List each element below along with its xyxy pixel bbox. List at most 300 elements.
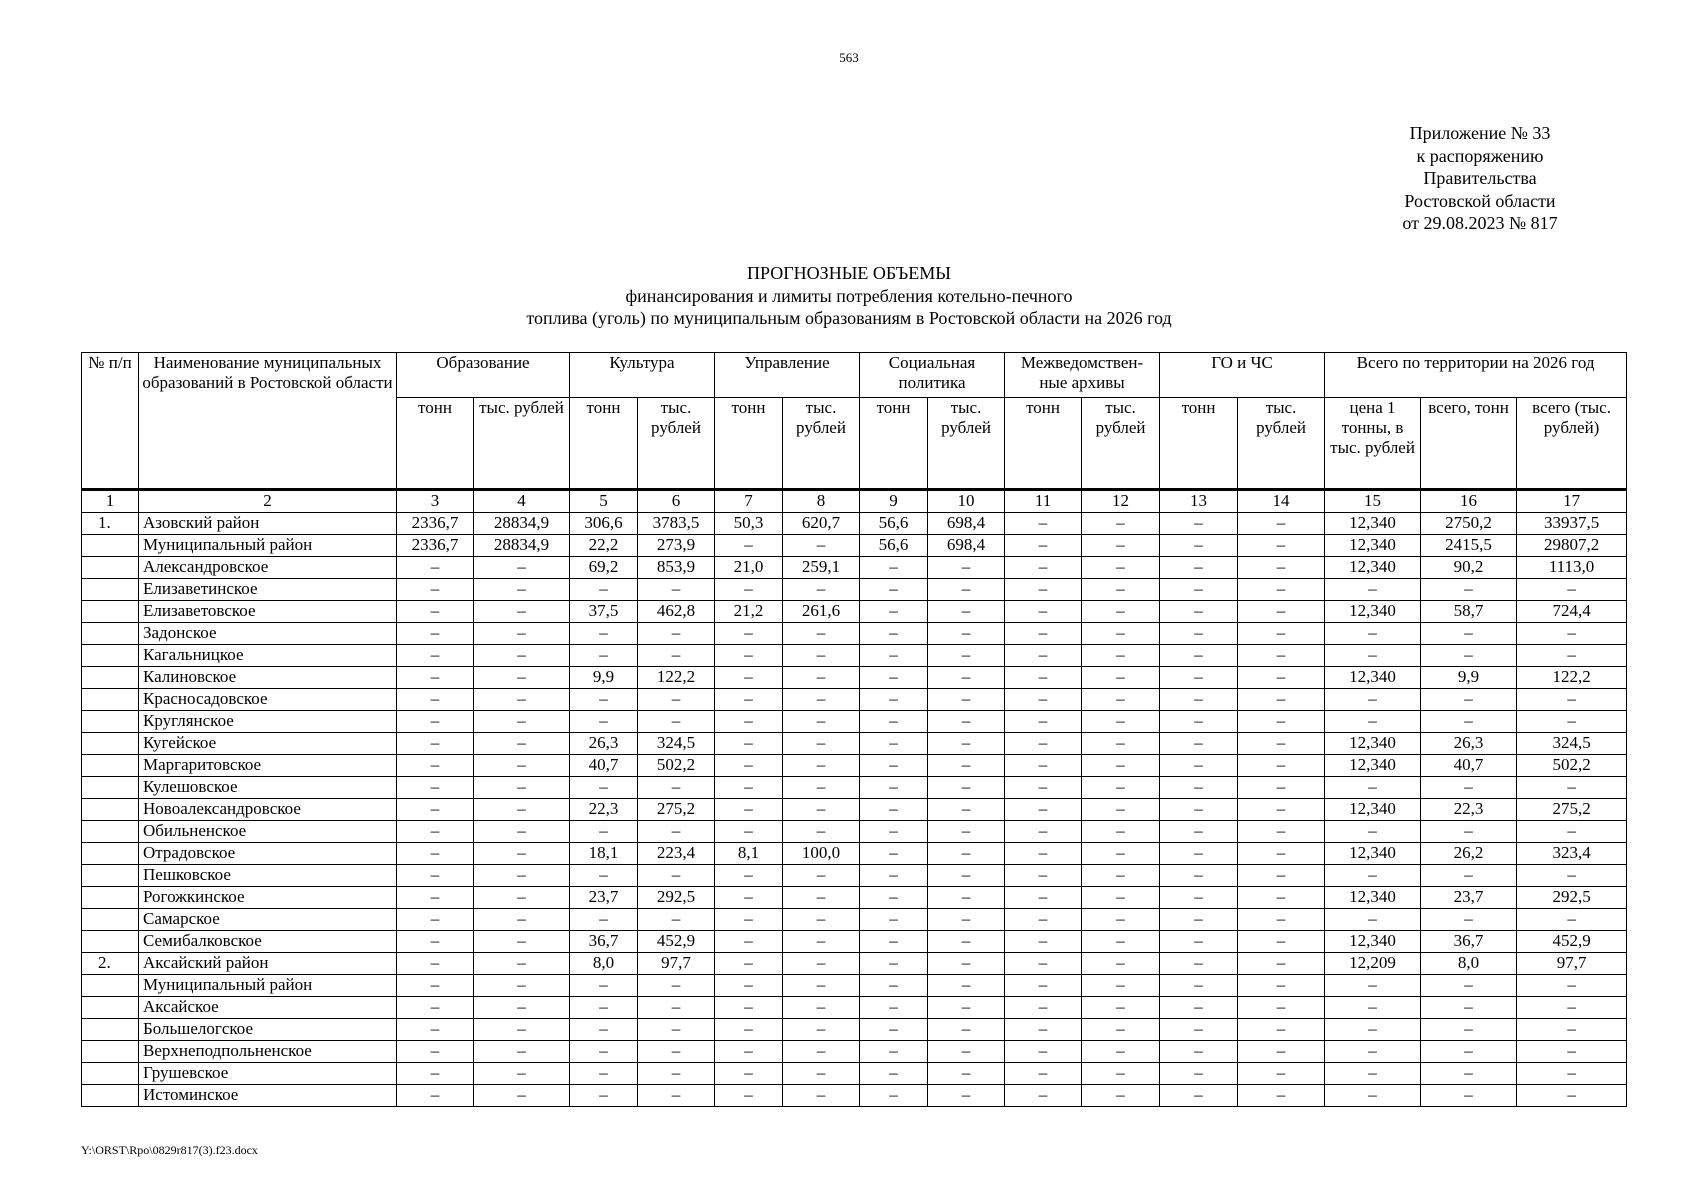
table-cell: –: [1517, 997, 1627, 1019]
table-cell: –: [1005, 975, 1082, 997]
table-cell: 26,3: [1421, 733, 1517, 755]
table-cell: 452,9: [638, 931, 715, 953]
table-cell: –: [1160, 997, 1238, 1019]
table-row: [82, 1041, 1627, 1063]
table-cell: –: [783, 733, 860, 755]
table-cell: 502,2: [1517, 755, 1627, 777]
table-cell: –: [1082, 623, 1160, 645]
table-cell: –: [1005, 997, 1082, 1019]
table-cell: –: [860, 1063, 928, 1085]
header-group: Образование: [397, 353, 570, 398]
table-cell: –: [1005, 667, 1082, 689]
table-cell: –: [1082, 755, 1160, 777]
table-cell: –: [1160, 623, 1238, 645]
table-cell: –: [570, 821, 638, 843]
table-cell: –: [860, 843, 928, 865]
table-cell: –: [1082, 777, 1160, 799]
row-number: [82, 1041, 139, 1063]
municipality-name: Калиновское: [139, 667, 397, 689]
header-unit: тонн: [397, 398, 474, 490]
table-cell: –: [1421, 821, 1517, 843]
table-cell: 12,340: [1325, 887, 1421, 909]
table-cell: –: [1325, 1041, 1421, 1063]
header-unit: тыс. рублей: [1082, 398, 1160, 490]
table-cell: –: [783, 909, 860, 931]
table-cell: 1113,0: [1517, 557, 1627, 579]
table-cell: 28834,9: [474, 535, 570, 557]
table-cell: –: [928, 931, 1005, 953]
table-cell: –: [1160, 843, 1238, 865]
table-cell: 22,3: [1421, 799, 1517, 821]
table-cell: 21,2: [715, 601, 783, 623]
table-cell: –: [783, 535, 860, 557]
table-cell: –: [715, 799, 783, 821]
table-cell: –: [474, 975, 570, 997]
table-cell: –: [783, 579, 860, 601]
table-cell: –: [1421, 623, 1517, 645]
table-cell: –: [638, 623, 715, 645]
table-cell: –: [397, 997, 474, 1019]
table-cell: –: [1160, 601, 1238, 623]
table-cell: –: [1160, 1019, 1238, 1041]
table-row: [82, 1085, 1627, 1107]
table-cell: –: [860, 777, 928, 799]
table-cell: –: [1238, 667, 1325, 689]
table-cell: –: [474, 579, 570, 601]
table-cell: –: [1082, 1041, 1160, 1063]
table-cell: 2750,2: [1421, 513, 1517, 535]
table-cell: 462,8: [638, 601, 715, 623]
table-cell: 40,7: [570, 755, 638, 777]
table-cell: –: [1082, 711, 1160, 733]
table-cell: –: [1082, 667, 1160, 689]
header-unit: тонн: [570, 398, 638, 490]
table-cell: –: [860, 821, 928, 843]
table-cell: –: [570, 997, 638, 1019]
table-cell: –: [928, 953, 1005, 975]
table-cell: –: [397, 623, 474, 645]
table-cell: –: [1005, 579, 1082, 601]
table-cell: 8,0: [1421, 953, 1517, 975]
appendix-line: от 29.08.2023 № 817: [1402, 213, 1558, 233]
table-cell: –: [1238, 579, 1325, 601]
table-cell: –: [570, 711, 638, 733]
table-cell: –: [860, 557, 928, 579]
table-cell: 12,209: [1325, 953, 1421, 975]
table-cell: –: [1160, 1041, 1238, 1063]
table-cell: 29807,2: [1517, 535, 1627, 557]
table-cell: –: [1517, 579, 1627, 601]
table-cell: –: [638, 975, 715, 997]
table-cell: –: [1421, 777, 1517, 799]
table-cell: 9,9: [570, 667, 638, 689]
table-cell: –: [1082, 513, 1160, 535]
table-cell: –: [783, 1085, 860, 1107]
table-cell: –: [860, 1019, 928, 1041]
table-cell: –: [474, 865, 570, 887]
table-cell: –: [1005, 1063, 1082, 1085]
table-cell: –: [1238, 887, 1325, 909]
table-cell: 33937,5: [1517, 513, 1627, 535]
municipality-name: Рогожкинское: [139, 887, 397, 909]
municipality-name: Муниципальный район: [139, 535, 397, 557]
table-cell: –: [1160, 535, 1238, 557]
table-cell: –: [1005, 799, 1082, 821]
table-cell: 275,2: [638, 799, 715, 821]
table-cell: 56,6: [860, 513, 928, 535]
table-cell: –: [1421, 865, 1517, 887]
table-cell: –: [928, 601, 1005, 623]
table-cell: –: [928, 557, 1005, 579]
table-cell: 26,3: [570, 733, 638, 755]
title-line: ПРОГНОЗНЫЕ ОБЪЕМЫ: [747, 263, 951, 283]
table-cell: –: [715, 667, 783, 689]
table-cell: 12,340: [1325, 557, 1421, 579]
title-line: финансирования и лимиты потребления котельно-печного: [625, 285, 1073, 306]
table-cell: –: [1238, 1085, 1325, 1107]
table-cell: –: [1517, 623, 1627, 645]
table-cell: –: [570, 865, 638, 887]
table-cell: –: [860, 1041, 928, 1063]
table-cell: –: [397, 1041, 474, 1063]
row-number: [82, 601, 139, 623]
table-cell: –: [1238, 601, 1325, 623]
table-cell: –: [1517, 909, 1627, 931]
row-number: [82, 887, 139, 909]
table-cell: –: [715, 733, 783, 755]
table-cell: –: [570, 1063, 638, 1085]
table-cell: –: [1238, 843, 1325, 865]
table-cell: –: [1082, 953, 1160, 975]
table-cell: –: [1160, 865, 1238, 887]
table-cell: 261,6: [783, 601, 860, 623]
table-cell: –: [1082, 1019, 1160, 1041]
table-cell: –: [1160, 799, 1238, 821]
table-cell: –: [397, 1019, 474, 1041]
table-cell: –: [928, 975, 1005, 997]
table-cell: –: [1238, 953, 1325, 975]
table-cell: –: [1082, 645, 1160, 667]
table-row: [82, 1063, 1627, 1085]
table-cell: –: [474, 1063, 570, 1085]
row-number: [82, 997, 139, 1019]
row-number: [82, 909, 139, 931]
table-cell: –: [1082, 579, 1160, 601]
header-group: Культура: [570, 353, 715, 398]
table-cell: 12,340: [1325, 843, 1421, 865]
column-number: 5: [570, 490, 638, 513]
row-number: 2.: [82, 953, 139, 975]
header-group: Межведомствен-ные архивы: [1005, 353, 1160, 398]
table-cell: –: [474, 799, 570, 821]
table-cell: –: [1421, 689, 1517, 711]
table-cell: –: [397, 579, 474, 601]
table-cell: –: [1160, 777, 1238, 799]
table-cell: –: [474, 1085, 570, 1107]
table-cell: –: [1005, 733, 1082, 755]
table-row: [82, 557, 1627, 579]
column-number: 2: [139, 490, 397, 513]
table-cell: –: [1238, 799, 1325, 821]
table-cell: –: [1238, 821, 1325, 843]
municipality-name: Круглянское: [139, 711, 397, 733]
table-cell: –: [397, 865, 474, 887]
table-cell: 223,4: [638, 843, 715, 865]
row-number: [82, 843, 139, 865]
table-cell: –: [397, 557, 474, 579]
municipality-name: Пешковское: [139, 865, 397, 887]
table-cell: –: [1160, 733, 1238, 755]
table-cell: –: [1238, 931, 1325, 953]
table-row: [82, 843, 1627, 865]
table-row: [82, 887, 1627, 909]
table-cell: 18,1: [570, 843, 638, 865]
table-cell: –: [1160, 645, 1238, 667]
column-number: 13: [1160, 490, 1238, 513]
table-cell: –: [397, 777, 474, 799]
municipality-name: Александровское: [139, 557, 397, 579]
table-cell: –: [474, 557, 570, 579]
municipality-name: Грушевское: [139, 1063, 397, 1085]
table-cell: –: [1517, 821, 1627, 843]
row-number: [82, 1063, 139, 1085]
table-cell: –: [397, 601, 474, 623]
table-cell: –: [783, 953, 860, 975]
column-number: 7: [715, 490, 783, 513]
table-cell: –: [1421, 645, 1517, 667]
table-cell: –: [783, 821, 860, 843]
table-cell: –: [397, 953, 474, 975]
table-cell: –: [474, 733, 570, 755]
row-number: [82, 777, 139, 799]
table-cell: –: [1238, 1063, 1325, 1085]
municipality-name: Большелогское: [139, 1019, 397, 1041]
row-number: [82, 623, 139, 645]
table-cell: –: [1238, 711, 1325, 733]
table-cell: –: [1005, 865, 1082, 887]
table-cell: –: [783, 887, 860, 909]
table-cell: –: [570, 975, 638, 997]
municipality-name: Кулешовское: [139, 777, 397, 799]
table-cell: –: [928, 887, 1005, 909]
table-cell: –: [1517, 1085, 1627, 1107]
table-cell: –: [1082, 689, 1160, 711]
table-cell: –: [1517, 1041, 1627, 1063]
table-cell: –: [474, 909, 570, 931]
table-cell: –: [638, 865, 715, 887]
table-cell: –: [638, 1063, 715, 1085]
table-cell: –: [1005, 931, 1082, 953]
table-cell: –: [638, 689, 715, 711]
municipality-name: Аксайский район: [139, 953, 397, 975]
table-cell: –: [783, 799, 860, 821]
row-number: [82, 1085, 139, 1107]
header-unit: всего (тыс. рублей): [1517, 398, 1627, 490]
row-number: [82, 821, 139, 843]
table-cell: 620,7: [783, 513, 860, 535]
table-cell: –: [715, 1041, 783, 1063]
table-cell: 275,2: [1517, 799, 1627, 821]
table-cell: –: [638, 997, 715, 1019]
table-row: [82, 755, 1627, 777]
municipality-name: Семибалковское: [139, 931, 397, 953]
table-cell: 12,340: [1325, 755, 1421, 777]
table-cell: –: [1005, 1085, 1082, 1107]
table-cell: –: [860, 623, 928, 645]
table-cell: –: [1005, 513, 1082, 535]
table-cell: –: [1238, 777, 1325, 799]
municipality-name: Задонское: [139, 623, 397, 645]
table-cell: 122,2: [638, 667, 715, 689]
table-cell: 23,7: [1421, 887, 1517, 909]
table-cell: –: [474, 667, 570, 689]
table-cell: –: [1238, 733, 1325, 755]
municipality-name: Аксайское: [139, 997, 397, 1019]
table-cell: –: [1325, 1085, 1421, 1107]
column-number: 4: [474, 490, 570, 513]
table-cell: –: [570, 579, 638, 601]
appendix-line: Ростовской области: [1404, 190, 1556, 211]
header-unit: тыс. рублей: [1238, 398, 1325, 490]
table-cell: –: [1005, 557, 1082, 579]
table-cell: –: [783, 711, 860, 733]
column-number: 16: [1421, 490, 1517, 513]
table-cell: –: [715, 997, 783, 1019]
table-cell: –: [1160, 821, 1238, 843]
municipality-name: Кагальницкое: [139, 645, 397, 667]
table-cell: 324,5: [638, 733, 715, 755]
appendix-line: к распоряжению: [1416, 145, 1544, 166]
table-cell: –: [860, 799, 928, 821]
municipality-name: Верхнеподпольненское: [139, 1041, 397, 1063]
table-cell: –: [928, 689, 1005, 711]
table-cell: –: [1325, 821, 1421, 843]
table-row: [82, 711, 1627, 733]
table-cell: –: [1005, 623, 1082, 645]
table-cell: 273,9: [638, 535, 715, 557]
table-cell: –: [928, 865, 1005, 887]
table-cell: –: [928, 645, 1005, 667]
table-cell: –: [638, 821, 715, 843]
row-number: [82, 733, 139, 755]
table-cell: –: [1421, 1019, 1517, 1041]
row-number: [82, 799, 139, 821]
table-cell: –: [474, 645, 570, 667]
table-cell: –: [1325, 909, 1421, 931]
table-cell: –: [1238, 755, 1325, 777]
table-cell: –: [1517, 1019, 1627, 1041]
table-cell: –: [1238, 909, 1325, 931]
table-cell: 3783,5: [638, 513, 715, 535]
table-cell: –: [1082, 865, 1160, 887]
table-cell: –: [1517, 645, 1627, 667]
table-cell: 12,340: [1325, 931, 1421, 953]
table-cell: –: [1082, 799, 1160, 821]
table-cell: –: [1421, 997, 1517, 1019]
table-cell: –: [1421, 1085, 1517, 1107]
table-cell: 2336,7: [397, 535, 474, 557]
table-cell: –: [928, 997, 1005, 1019]
row-number: [82, 579, 139, 601]
table-cell: –: [474, 931, 570, 953]
table-cell: –: [860, 887, 928, 909]
table-cell: –: [397, 1063, 474, 1085]
row-number: [82, 865, 139, 887]
table-cell: –: [474, 711, 570, 733]
column-number: 9: [860, 490, 928, 513]
table-cell: 40,7: [1421, 755, 1517, 777]
table-cell: –: [715, 865, 783, 887]
table-cell: –: [715, 689, 783, 711]
table-row: [82, 975, 1627, 997]
table-cell: –: [1005, 953, 1082, 975]
table-cell: –: [860, 931, 928, 953]
table-cell: 90,2: [1421, 557, 1517, 579]
header-group: Управление: [715, 353, 860, 398]
table-cell: 8,0: [570, 953, 638, 975]
table-cell: –: [783, 689, 860, 711]
table-cell: –: [783, 865, 860, 887]
row-number: [82, 975, 139, 997]
table-cell: 56,6: [860, 535, 928, 557]
table-row: [82, 579, 1627, 601]
table-cell: –: [860, 909, 928, 931]
header-unit: тыс. рублей: [783, 398, 860, 490]
table-cell: 23,7: [570, 887, 638, 909]
table-cell: –: [1005, 887, 1082, 909]
table-cell: –: [474, 1041, 570, 1063]
table-cell: –: [1005, 821, 1082, 843]
table-cell: –: [860, 865, 928, 887]
table-cell: –: [1325, 645, 1421, 667]
column-number: 12: [1082, 490, 1160, 513]
table-cell: –: [928, 733, 1005, 755]
table-cell: –: [783, 667, 860, 689]
table-cell: –: [783, 777, 860, 799]
table-cell: –: [474, 755, 570, 777]
municipality-name: Маргаритовское: [139, 755, 397, 777]
table-cell: –: [783, 997, 860, 1019]
table-cell: –: [715, 1085, 783, 1107]
row-number: [82, 557, 139, 579]
table-cell: –: [715, 777, 783, 799]
row-number: [82, 711, 139, 733]
table-cell: –: [1082, 557, 1160, 579]
table-cell: –: [1325, 777, 1421, 799]
table-cell: 22,3: [570, 799, 638, 821]
table-cell: –: [1082, 601, 1160, 623]
table-cell: –: [638, 1085, 715, 1107]
table-cell: –: [1160, 1063, 1238, 1085]
table-cell: –: [860, 1085, 928, 1107]
table-cell: –: [860, 667, 928, 689]
municipality-name: Истоминское: [139, 1085, 397, 1107]
table-cell: –: [1082, 1063, 1160, 1085]
table-cell: –: [1005, 909, 1082, 931]
table-cell: –: [860, 953, 928, 975]
table-cell: –: [1517, 1063, 1627, 1085]
table-cell: –: [928, 755, 1005, 777]
municipality-name: Азовский район: [139, 513, 397, 535]
table-cell: –: [1082, 821, 1160, 843]
table-cell: –: [783, 975, 860, 997]
row-number: 1.: [82, 513, 139, 535]
table-cell: –: [1517, 711, 1627, 733]
table-cell: –: [1238, 535, 1325, 557]
table-cell: –: [783, 645, 860, 667]
row-number: [82, 755, 139, 777]
table-cell: –: [928, 1019, 1005, 1041]
